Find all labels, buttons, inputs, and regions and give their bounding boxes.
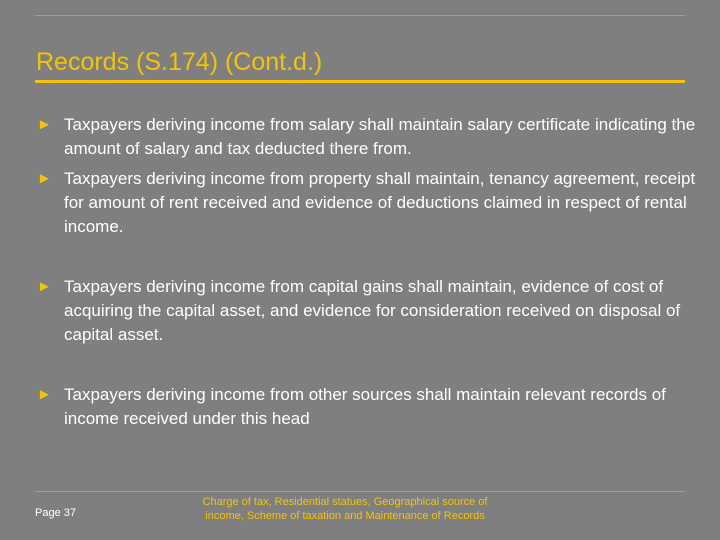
footer-line-1: Charge of tax, Residential statues, Geographical source of [202, 496, 488, 508]
bullet-list [36, 113, 696, 431]
bullet-text: Taxpayers deriving income from other sources shall maintain relevant records of income received under this head [64, 385, 666, 428]
bullet-text: Taxpayers deriving income from capital gains shall maintain, evidence of cost of acquiring the capital asset, and evidence for consideration received on disposal of capital asset. [64, 277, 681, 344]
bullet-arrow-icon: ► [37, 386, 52, 403]
bullet-item-other-sources [36, 383, 696, 431]
bullet-text: Taxpayers deriving income from property shall maintain, tenancy agreement, receipt for amount of rent received and evidence of deductions claimed in respect of rental income. [64, 169, 696, 236]
bullet-arrow-icon: ► [37, 116, 52, 133]
bullet-text: Taxpayers deriving income from salary shall maintain salary certificate indicating the amount of salary and tax deducted there from. [64, 115, 696, 158]
bullet-item-property [36, 167, 696, 239]
top-divider [35, 15, 685, 16]
page-number: Page 37 [35, 507, 76, 519]
bullet-arrow-icon: ► [37, 278, 52, 295]
bullet-item-salary [36, 113, 696, 161]
bullet-arrow-icon: ► [37, 170, 52, 187]
footer-caption [165, 495, 525, 523]
title-underline [35, 80, 685, 83]
bullet-item-capital-gains [36, 275, 696, 347]
footer-line-2: income, Scheme of taxation and Maintenance of Records [205, 510, 485, 522]
slide-title: Records (S.174) (Cont.d.) [36, 48, 323, 76]
bottom-divider [35, 491, 685, 492]
